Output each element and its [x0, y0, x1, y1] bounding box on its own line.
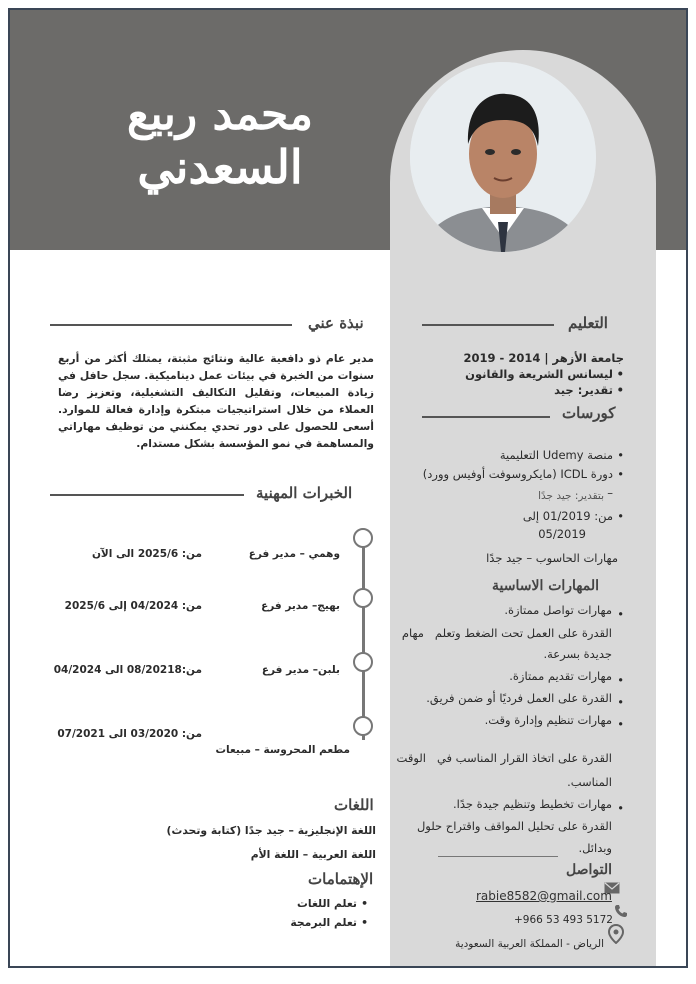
course-item: • دورة ICDL (مايكروسوفت أوفيس وورد) –: [414, 465, 624, 503]
timeline-node: [353, 528, 373, 548]
interests-title: الإهتمامات: [308, 870, 374, 888]
experience-role: بهيج– مدير فرع: [261, 600, 340, 612]
education-item: • تقدير: جيد: [424, 382, 624, 398]
interest-item: • تعلم اللغات: [248, 894, 368, 913]
education-list: [424, 366, 624, 398]
courses-rule: [422, 416, 550, 418]
skill-line: جديدة بسرعة.: [543, 647, 612, 661]
experience-role: وهمي – مدير فرع: [248, 548, 340, 560]
education-university: جامعة الأزهر | 2014 - 2019: [463, 351, 624, 365]
skill-line: مهارات تواصل ممتازة.: [504, 603, 612, 617]
course-date-from: • من: 01/2019 إلى: [474, 508, 624, 524]
timeline-node: [353, 588, 373, 608]
location-pin-icon: [608, 924, 624, 944]
skill-line: المناسب.: [567, 775, 612, 789]
skill-line: القدرة على تحليل المواقف واقتراح حلول: [416, 819, 612, 833]
skill-line: مهارات تخطيط وتنظيم جيدة جدًا.: [452, 797, 612, 811]
timeline-node: [353, 716, 373, 736]
profile-photo: [410, 62, 596, 252]
course-item: مهارات الحاسوب – جيد جدًا: [486, 551, 618, 565]
timeline-line: [362, 540, 365, 740]
experience-date: من: 04/2024 إلى 2025/6: [64, 600, 202, 612]
experience-rule: [50, 494, 244, 496]
course-date-to: 05/2019: [538, 527, 586, 541]
skills-title: المهارات الاساسية: [492, 578, 600, 594]
timeline-node: [353, 652, 373, 672]
experience-role: مطعم المحروسة – مبيعات: [215, 744, 350, 756]
cv-page: [8, 8, 688, 968]
courses-title: كورسات: [562, 404, 616, 422]
course-dates: [474, 508, 624, 524]
about-title: نبذة عني: [308, 314, 364, 332]
phone-icon: [614, 904, 628, 918]
name-line-2: السعدني: [137, 139, 303, 194]
course-item: • منصة Udemy التعليمية: [414, 446, 624, 465]
skill-line: مهارات تقديم ممتازة.: [509, 669, 612, 683]
experience-role: بلبن– مدير فرع: [261, 664, 340, 676]
skill-line: وبدائل.: [578, 841, 612, 855]
experience-date: من: 2025/6 الى الآن: [91, 548, 202, 560]
about-rule: [50, 324, 292, 326]
skill-line: القدرة على اتخاذ القرار المناسب في الوقت: [396, 751, 612, 765]
interests-list: [248, 894, 368, 932]
contact-phone[interactable]: +966 53 493 5172: [514, 914, 613, 926]
skill-line: مهارات تنظيم وإدارة وقت.: [484, 713, 612, 727]
education-rule: [422, 324, 554, 326]
contact-location: الرياض - المملكة العربية السعودية: [455, 938, 604, 950]
experience-date: من: 03/2020 الى 07/2021: [57, 728, 202, 740]
skill-bullet: •: [617, 673, 624, 687]
interest-item: • تعلم البرمجة: [248, 913, 368, 932]
skill-bullet: •: [617, 695, 624, 709]
languages-title: اللغات: [334, 796, 374, 814]
skill-bullet: •: [617, 801, 624, 815]
name-line-1: محمد ربيع: [126, 89, 313, 140]
education-title: التعليم: [568, 314, 608, 332]
experience-title: الخبرات المهنية: [256, 484, 353, 502]
skill-bullet: •: [617, 607, 624, 621]
contact-title: التواصل: [566, 862, 612, 878]
education-item: • ليسانس الشريعة والقانون: [424, 366, 624, 382]
about-text: مدير عام ذو دافعية عالية ونتائج مثبتة، يمتلك أكثر من أربع سنوات من الخبرة في بيئات عمل ديناميكية. سجل حافل في زيادة المبيعات، وتقليل التكاليف التشغيلية، وتعزيز رضا العملاء من خلال استراتيجيات مبتكرة وإدارة فعالة للموارد. أسعى للحصول على دور تحدي يمكنني من توظيف مهاراتي والمساهمة في نمو المؤسسة بشكل مستدام.: [58, 352, 374, 450]
skill-bullet: •: [617, 717, 624, 731]
language-item: اللغة العربية – اللغة الأم: [250, 848, 376, 861]
course-grade: بتقدير: جيد جدًا: [538, 490, 604, 502]
contact-rule: [438, 856, 558, 857]
experience-date: من:08/20218 الى 04/2024: [53, 664, 202, 676]
skill-line: القدرة على العمل تحت الضغط وتعلم مهام: [401, 626, 612, 640]
contact-email[interactable]: rabie8582@gmail.com: [476, 889, 612, 903]
skill-line: القدرة على العمل فرديًا أو ضمن فريق.: [426, 691, 612, 705]
name-title: [70, 90, 370, 193]
language-item: اللغة الإنجليزية – جيد جدًا (كتابة وتحدث): [166, 824, 376, 837]
